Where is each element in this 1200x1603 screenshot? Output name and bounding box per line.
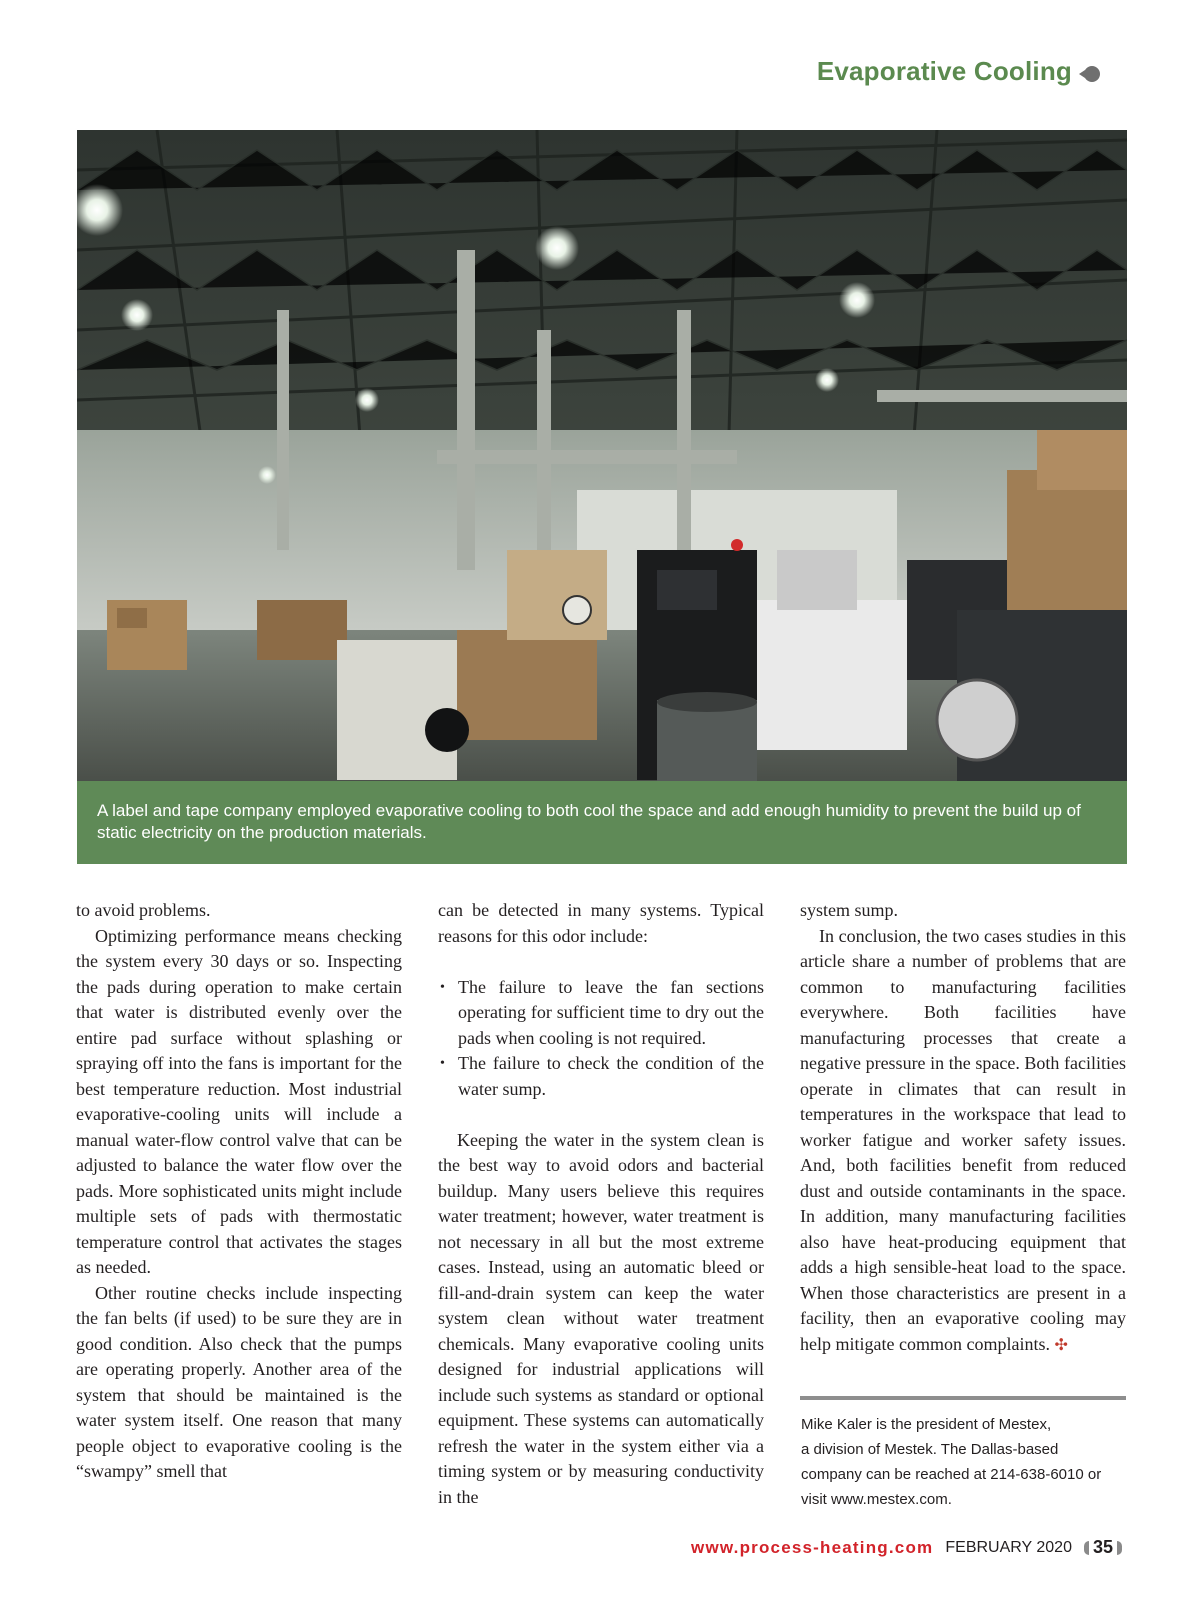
paragraph: Keeping the water in the system clean is the best way to avoid odors and bacterial buildup. Many users believe this requires water treatment; however, water treatment is not necessary in all but the most extreme cases. Instead, using an automatic bleed or fill-and-drain system can keep the water system clean without water treatment chemicals. Many evaporative cooling units designed for industrial applications will include such systems as standard or optional equipment. These systems can automatically refresh the water in the system either via a timing system or by measuring conductivity in the bbox=[438, 1129, 764, 1507]
list-item: • The failure to leave the fan sections operating for sufficient time to dry out the pads when cooling is not required. bbox=[438, 975, 764, 1052]
bullet-arrow-icon bbox=[1084, 66, 1100, 82]
bio-line: company can be reached at 214-638-6010 or bbox=[801, 1466, 1102, 1483]
section-header bbox=[817, 56, 1100, 87]
footer-url: www.process-heating.com bbox=[691, 1537, 934, 1557]
page-number bbox=[1084, 1537, 1122, 1558]
end-of-article-icon: ✣ bbox=[1054, 1336, 1068, 1354]
article-column-1 bbox=[76, 898, 402, 1485]
bio-divider bbox=[800, 1396, 1126, 1400]
paragraph: Other routine checks include inspecting the fan belts (if used) to be sure they are in good condition. Also check that the pumps are operating properly. Another area of the system that should be maintained is the water system itself. One reason that many people object to evaporative cooling is the “swampy” smell that bbox=[76, 1282, 402, 1481]
paragraph: Optimizing performance means checking the system every 30 days or so. Inspecting the pads during operation to make certain that water is distributed evenly over the entire pad surface without splashing or spraying off into the fans is important for the best temperature reduction. Most industrial evaporative-cooling units will include a manual water-flow control valve that can be adjusted to balance the water flow over the pads. More sophisticated units might include multiple sets of pads with thermostatic temperature control that activates the stages as needed. bbox=[76, 925, 402, 1277]
warehouse-photo bbox=[77, 130, 1127, 781]
bullet-list bbox=[438, 975, 764, 1103]
page-number-text: 35 bbox=[1092, 1537, 1113, 1557]
author-bio bbox=[801, 1412, 1127, 1512]
page-footer bbox=[691, 1537, 1122, 1558]
paragraph: to avoid problems. bbox=[76, 900, 211, 920]
bio-line: visit www.mestex.com. bbox=[801, 1491, 952, 1508]
list-item: • The failure to check the condition of the water sump. bbox=[438, 1051, 764, 1102]
bio-line: Mike Kaler is the president of Mestex, bbox=[801, 1416, 1052, 1433]
photo-caption: A label and tape company employed evaporative cooling to both cool the space and add enough humidity to prevent the build up of static electricity on the production materials. bbox=[77, 781, 1127, 864]
section-title: Evaporative Cooling bbox=[816, 56, 1072, 86]
conclusion-text: In conclusion, the two cases studies in this article share a number of problems that are common to manufacturing facilities everywhere. Both facilities have manufacturing processes that create a negative pressure in the space. Both facilities operate in climates that can result in temperatures in the workspace that lead to worker fatigue and worker safety issues. And, both facilities benefit from reduced dust and outside contaminants in the space. In addition, many manufacturing facilities also have heat-producing equipment that adds a high sensible-heat load to the space. When those characteristics are present in a facility, then an evaporative cooling may help mitigate common complaints. bbox=[800, 925, 1126, 1354]
bio-line: a division of Mestek. The Dallas-based bbox=[801, 1441, 1059, 1458]
paragraph bbox=[800, 924, 1126, 1359]
paragraph: can be detected in many systems. Typical reasons for this odor include: bbox=[438, 900, 764, 946]
page-cap-left-icon bbox=[1084, 1541, 1089, 1555]
page-cap-right-icon bbox=[1117, 1541, 1122, 1555]
paragraph: system sump. bbox=[800, 900, 899, 920]
footer-date: FEBRUARY 2020 bbox=[945, 1538, 1072, 1556]
article-column-3 bbox=[800, 898, 1126, 1358]
article-column-2 bbox=[438, 898, 764, 1510]
